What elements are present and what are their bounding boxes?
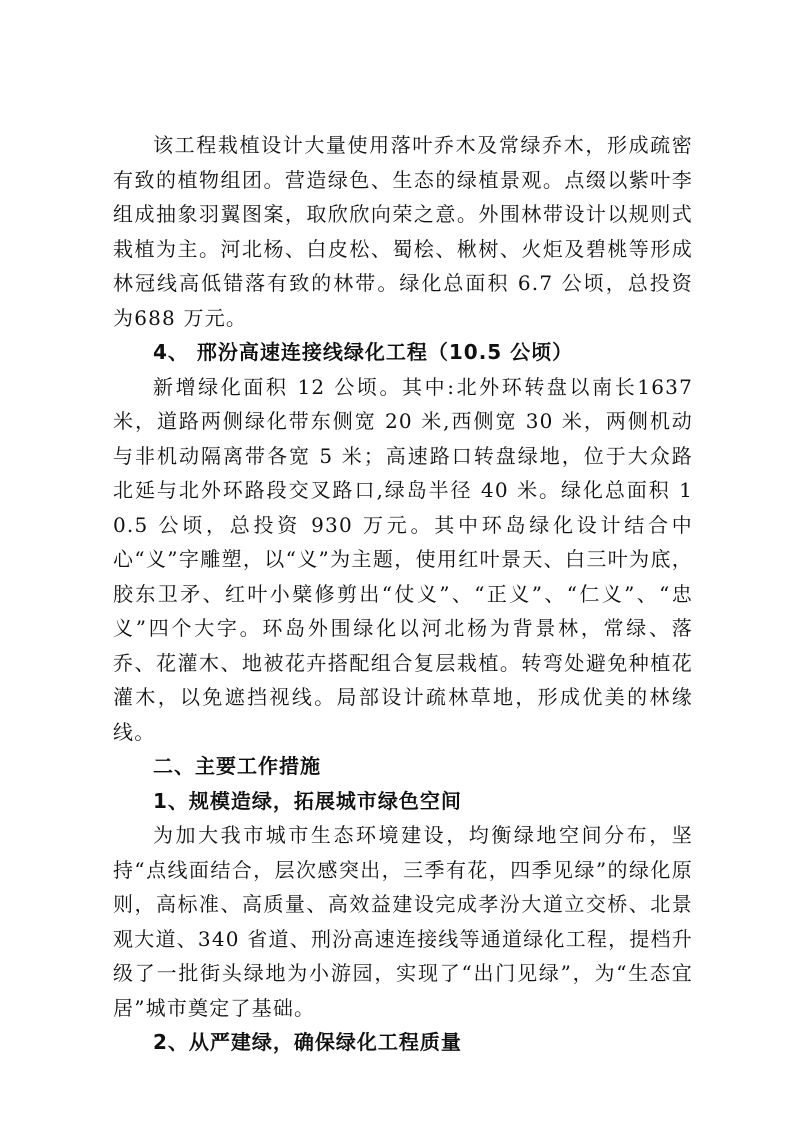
section-heading-main-measures: 二、主要工作措施	[153, 754, 321, 778]
subheading-strict-greening: 2、从严建绿，确保绿化工程质量	[153, 1030, 462, 1054]
section-heading-xingfen-greening: 4、 邢汾高速连接线绿化工程（10.5 公顷）	[153, 340, 574, 364]
paragraph-xingfen-details: 新增绿化面积 12 公顷。其中:北外环转盘以南长1637 米，道路两侧绿化带东侧宽 20 米,西侧宽 30 米，两侧机动与非机动隔离带各宽 5 米；高速路口转盘绿地，位于大众路北延与北外环路段交叉路口,绿岛半径 40 米。绿化总面积 10.5 公顷，总投资 930 万元。其中环岛绿化设计结合中心“义”字雕塑，以“义”为主题，使用红叶景天、白三叶为底，胶东卫矛、红叶小檗修剪出“仗义”、“正义”、“仁义”、“忠义”四个大字。环岛外围绿化以河北杨为背景林，常绿、落乔、花灌木、地被花卉搭配组合复层栽植。转弯处避免种植花灌木，以免遮挡视线。局部设计疏林草地，形成优美的林缘线。	[113, 374, 693, 744]
paragraph-scale-greening: 为加大我市城市生态环境建设，均衡绿地空间分布，坚持“点线面结合，层次感突出，三季有花，四季见绿”的绿化原则，高标准、高质量、高效益建设完成孝汾大道立交桥、北景观大道、340 省道、刑汾高速连接线等通道绿化工程，提档升级了一批街头绿地为小游园，实现了“出门见绿”，为“生态宜居”城市奠定了基础。	[113, 823, 693, 1020]
document-body	[113, 128, 693, 1060]
paragraph-planting-design: 该工程栽植设计大量使用落叶乔木及常绿乔木，形成疏密有致的植物组团。营造绿色、生态的绿植景观。点缀以紫叶李组成抽象羽翼图案，取欣欣向荣之意。外围林带设计以规则式栽植为主。河北杨、白皮松、蜀桧、楸树、火炬及碧桃等形成林冠线高低错落有致的林带。绿化总面积 6.7 公顷，总投资为688 万元。	[113, 133, 693, 330]
subheading-scale-greening: 1、规模造绿，拓展城市绿色空间	[153, 788, 462, 813]
